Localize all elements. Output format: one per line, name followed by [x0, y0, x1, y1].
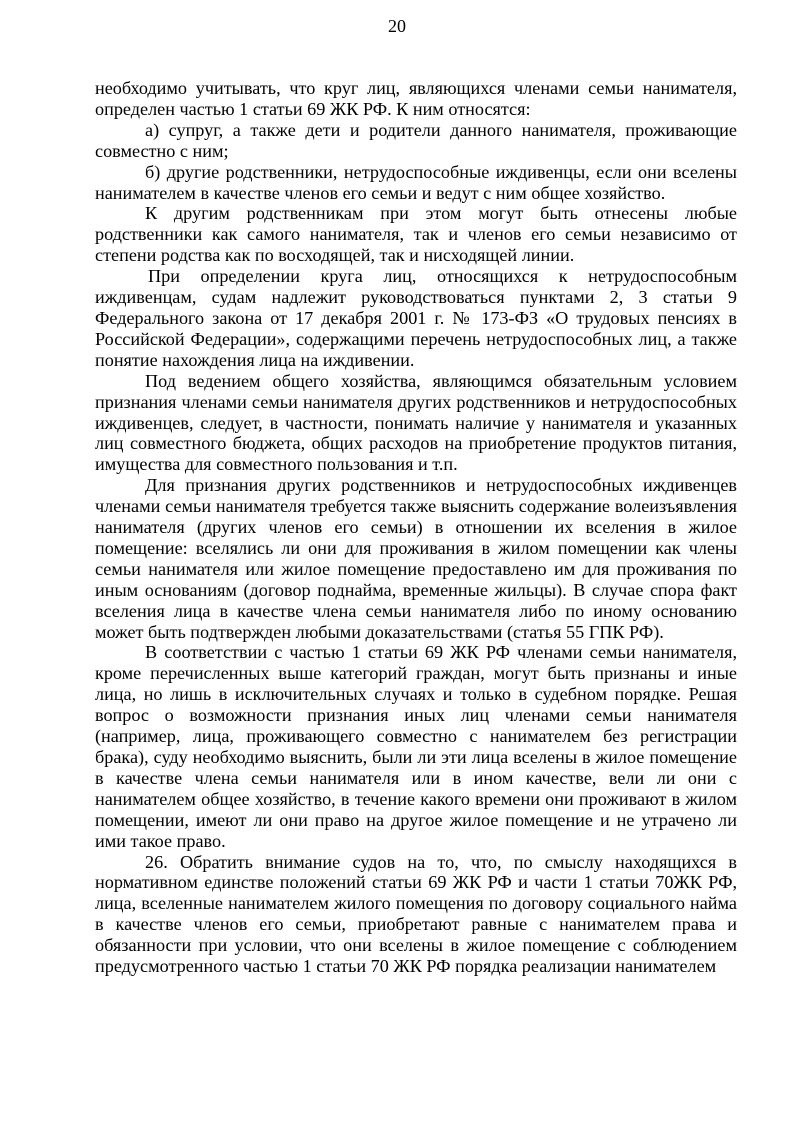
paragraph-recognition: Для признания других родственников и нетрудоспособных иждивенцев членами семьи нанимателя требуется также выяснить содержание волеизъявления нанимателя (других членов его семьи) в отношении их вселения в жилое помещение: вселялись ли они для проживания в жилом помещении как члены семьи нанимателя или жилое помещение предоставлено им для проживания по иным основаниям (договор поднайма, временные жильцы). В случае спора факт вселения лица в качестве члена семьи нанимателя либо по иному основанию может быть подтвержден любыми доказательствами (статья 55 ГПК РФ). [95, 475, 737, 642]
paragraph-item-26: 26. Обратить внимание судов на то, что, по смыслу находящихся в нормативном единстве положений статьи 69 ЖК РФ и части 1 статьи 70ЖК РФ, лица, вселенные нанимателем жилого помещения по договору социального найма в качестве членов его семьи, приобретают равные с нанимателем права и обязанности при условии, что они вселены в жилое помещение с соблюдением предусмотренного частью 1 статьи 70 ЖК РФ порядка реализации нанимателем [95, 851, 737, 977]
paragraph-exceptional-cases: В соответствии с частью 1 статьи 69 ЖК РФ членами семьи нанимателя, кроме перечисленных выше категорий граждан, могут быть признаны и иные лица, но лишь в исключительных случаях и только в судебном порядке. Решая вопрос о возможности признания иных лиц членами семьи нанимателя (например, лица, проживающего совместно с нанимателем без регистрации брака), суду необходимо выяснить, были ли эти лица вселены в жилое помещение в качестве члена семьи нанимателя или в ином качестве, вели ли они с нанимателем общее хозяйство, в течение какого времени они проживают в жилом помещении, имеют ли они право на другое жилое помещение и не утрачено ли ими такое право. [95, 642, 737, 851]
paragraph-dependents: При определении круга лиц, относящихся к нетрудоспособным иждивенцам, судам надлежит руководствоваться пунктами 2, 3 статьи 9 Федерального закона от 17 декабря 2001 г. № 173-ФЗ «О трудовых пенсиях в Российской Федерации», содержащими перечень нетрудоспособных лиц, а также понятие нахождения лица на иждивении. [95, 266, 737, 370]
paragraph-household: Под ведением общего хозяйства, являющимся обязательным условием признания членами семьи нанимателя других родственников и нетрудоспособных иждивенцев, следует, в частности, понимать наличие у нанимателя и указанных лиц совместного бюджета, общих расходов на приобретение продуктов питания, имущества для совместного пользования и т.п. [95, 370, 737, 475]
paragraph-intro: необходимо учитывать, что круг лиц, являющихся членами семьи нанимателя, определен частью 1 статьи 69 ЖК РФ. К ним относятся: [95, 78, 737, 119]
paragraph-other-relatives: К другим родственникам при этом могут быть отнесены любые родственники как самого нанимателя, так и членов его семьи независимо от степени родства как по восходящей, так и нисходящей линии. [95, 203, 737, 266]
paragraph-item-a: а) супруг, а также дети и родители данного нанимателя, проживающие совместно с ним; [95, 119, 737, 161]
page-number: 20 [388, 16, 406, 36]
document-body [95, 78, 737, 977]
paragraph-item-b: б) другие родственники, нетрудоспособные иждивенцы, если они вселены нанимателем в качестве членов его семьи и ведут с ним общее хозяйство. [95, 161, 737, 203]
